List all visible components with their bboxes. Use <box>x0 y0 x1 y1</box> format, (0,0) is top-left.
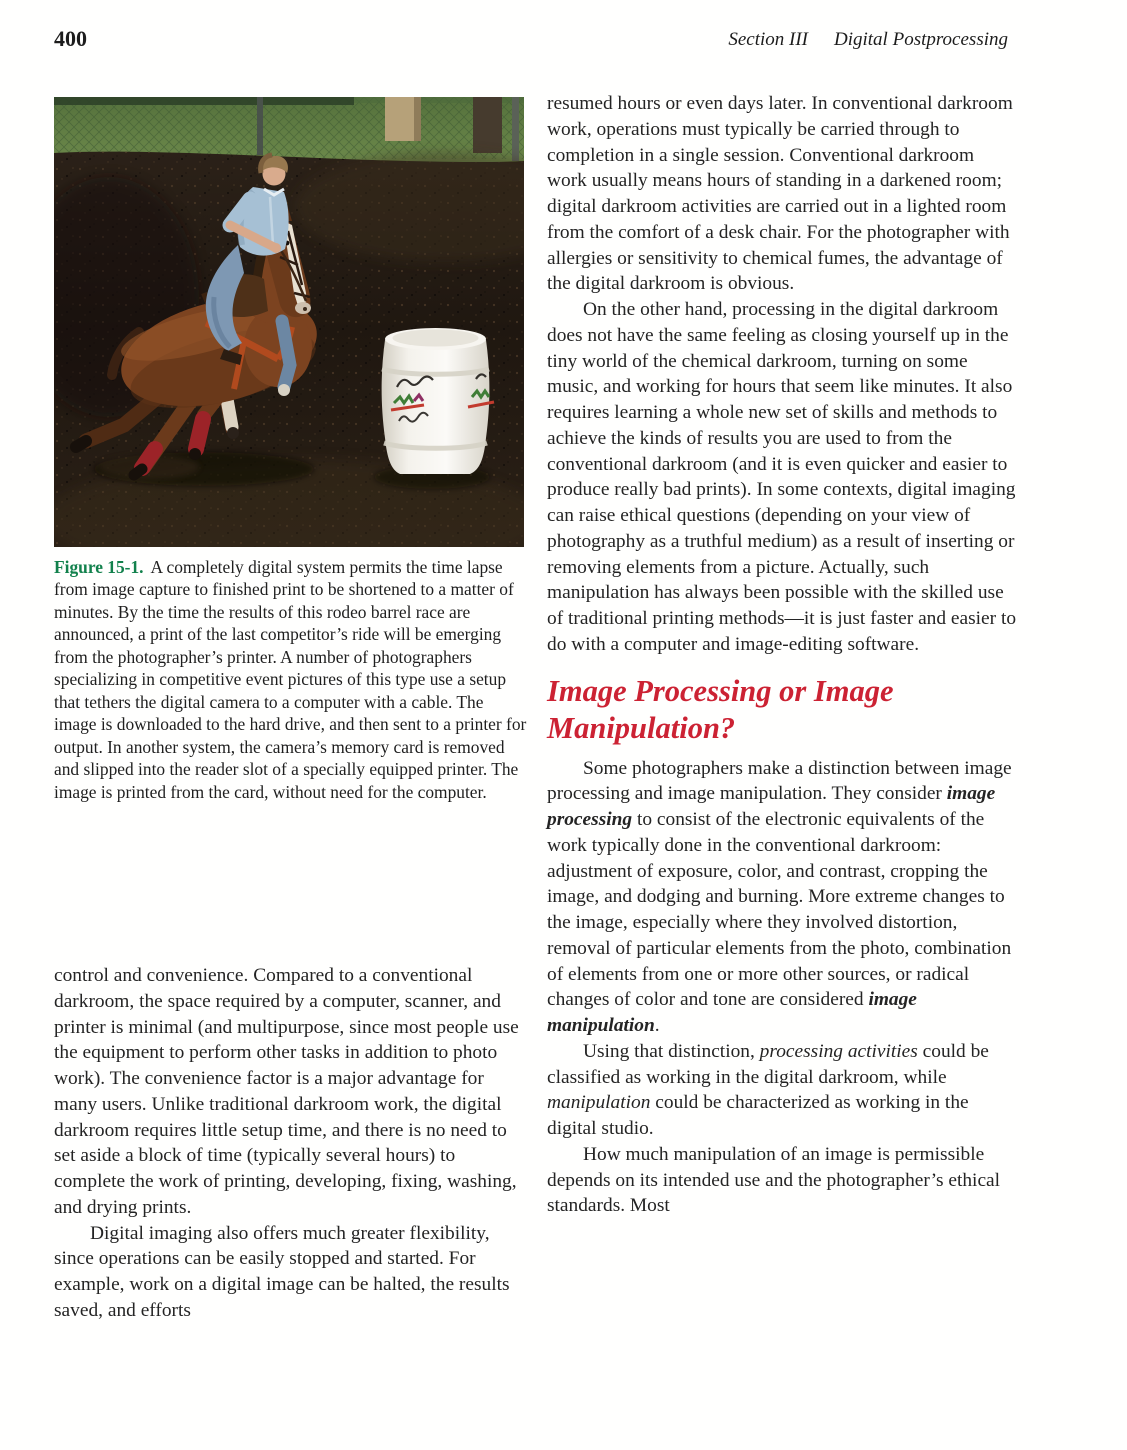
paragraph-right-1: resumed hours or even days later. In conventional darkroom work, operations must typically be carried through to completion in a single session. Conventional darkroom work usually means hours of standing in a darkened room; digital darkroom activities are carried out in a lighted room from the comfort of a desk chair. For the photographer with allergies or sensitivity to chemical fumes, the advantage of the digital darkroom is obvious. <box>547 93 1013 295</box>
figure-caption-text: A completely digital system permits the time lapse from image capture to finished print to be shortened to a matter of minutes. By the time the results of this rodeo barrel race are announced, a print of the last competitor’s ride will be emerging from the photographer’s printer. A number of photographers specializing in competitive event pictures of this type use a setup that tethers the digital camera to a computer with a cable. The image is downloaded to the hard drive, and then sent to a printer for output. In another system, the camera’s memory card is removed and slipped into the reader slot of a specially equipped printer. The image is printed from the card, without need for the computer. <box>54 557 527 802</box>
rodeo-barrel-race-illustration <box>54 97 524 547</box>
white-barrel <box>382 328 494 474</box>
right-column <box>547 91 1017 1219</box>
emphasis-image-processing: image processing <box>547 783 996 830</box>
paragraph-right-5: How much manipulation of an image is permissible depends on its intended use and the photographer’s ethical standards. Most <box>547 1143 1001 1217</box>
running-head <box>728 29 1008 51</box>
paragraph-right-4: Using that distinction, processing activities could be classified as working in the digital darkroom, while manipulation could be characterized as working in the digital studio. <box>547 1040 989 1139</box>
emphasis-manipulation: manipulation <box>547 1092 651 1114</box>
paragraph-right-2: On the other hand, processing in the digital darkroom does not have the same feeling as closing yourself up in the tiny world of the chemical darkroom, turning on some music, and working for hours that seem like minutes. It also requires learning a whole new set of skills and methods to achieve the kinds of results you are used to from the conventional darkroom (and it is even quicker and easier to produce really bad prints). In some contexts, digital imaging can raise ethical questions (depending on your view of photography as a truthful medium) as a result of inserting or removing elements from a picture. Actually, such manipulation has always been possible with the skilled use of traditional printing methods—it is just faster and easier to do with a computer and image-editing software. <box>547 299 1017 655</box>
figure-photo <box>54 97 524 547</box>
running-head-title: Digital Postprocessing <box>834 29 1008 50</box>
paragraph-left-2: Digital imaging also offers much greater flexibility, since operations can be easily stopped and started. For example, work on a digital image can be halted, the results saved, and efforts <box>54 1222 510 1321</box>
running-head-section: Section III <box>728 29 808 50</box>
paragraph-left-1: control and convenience. Compared to a conventional darkroom, the space required by a computer, scanner, and printer is minimal (and multipurpose, since most people use the equipment to perform other tasks in addition to photo work). The convenience factor is a major advantage for many users. Unlike traditional darkroom work, the digital darkroom requires little setup time, and there is no need to set aside a block of time (typically several hours) to complete the work of printing, developing, fixing, washing, and drying prints. <box>54 965 519 1218</box>
paragraph-right-3: Some photographers make a distinction between image processing and image manipulation. They consider image processing to consist of the electronic equivalents of the work typically done in the conventional darkroom: adjustment of exposure, color, and contrast, cropping the image, and dodging and burning. More extreme changes to the image, especially where they involved distortion, removal of particular elements from the photo, combination of elements from one or more other sources, or radical changes of color and tone are considered image manipulation. <box>547 757 1012 1036</box>
page-number: 400 <box>54 26 87 51</box>
emphasis-processing-activities: processing activities <box>759 1040 918 1062</box>
section-heading: Image Processing or Image Manipulation? <box>547 673 894 745</box>
figure-caption <box>54 556 530 803</box>
figure-label: Figure 15-1. <box>54 557 144 577</box>
emphasis-image-manipulation: image manipulation <box>547 989 917 1036</box>
left-column <box>54 963 524 1324</box>
